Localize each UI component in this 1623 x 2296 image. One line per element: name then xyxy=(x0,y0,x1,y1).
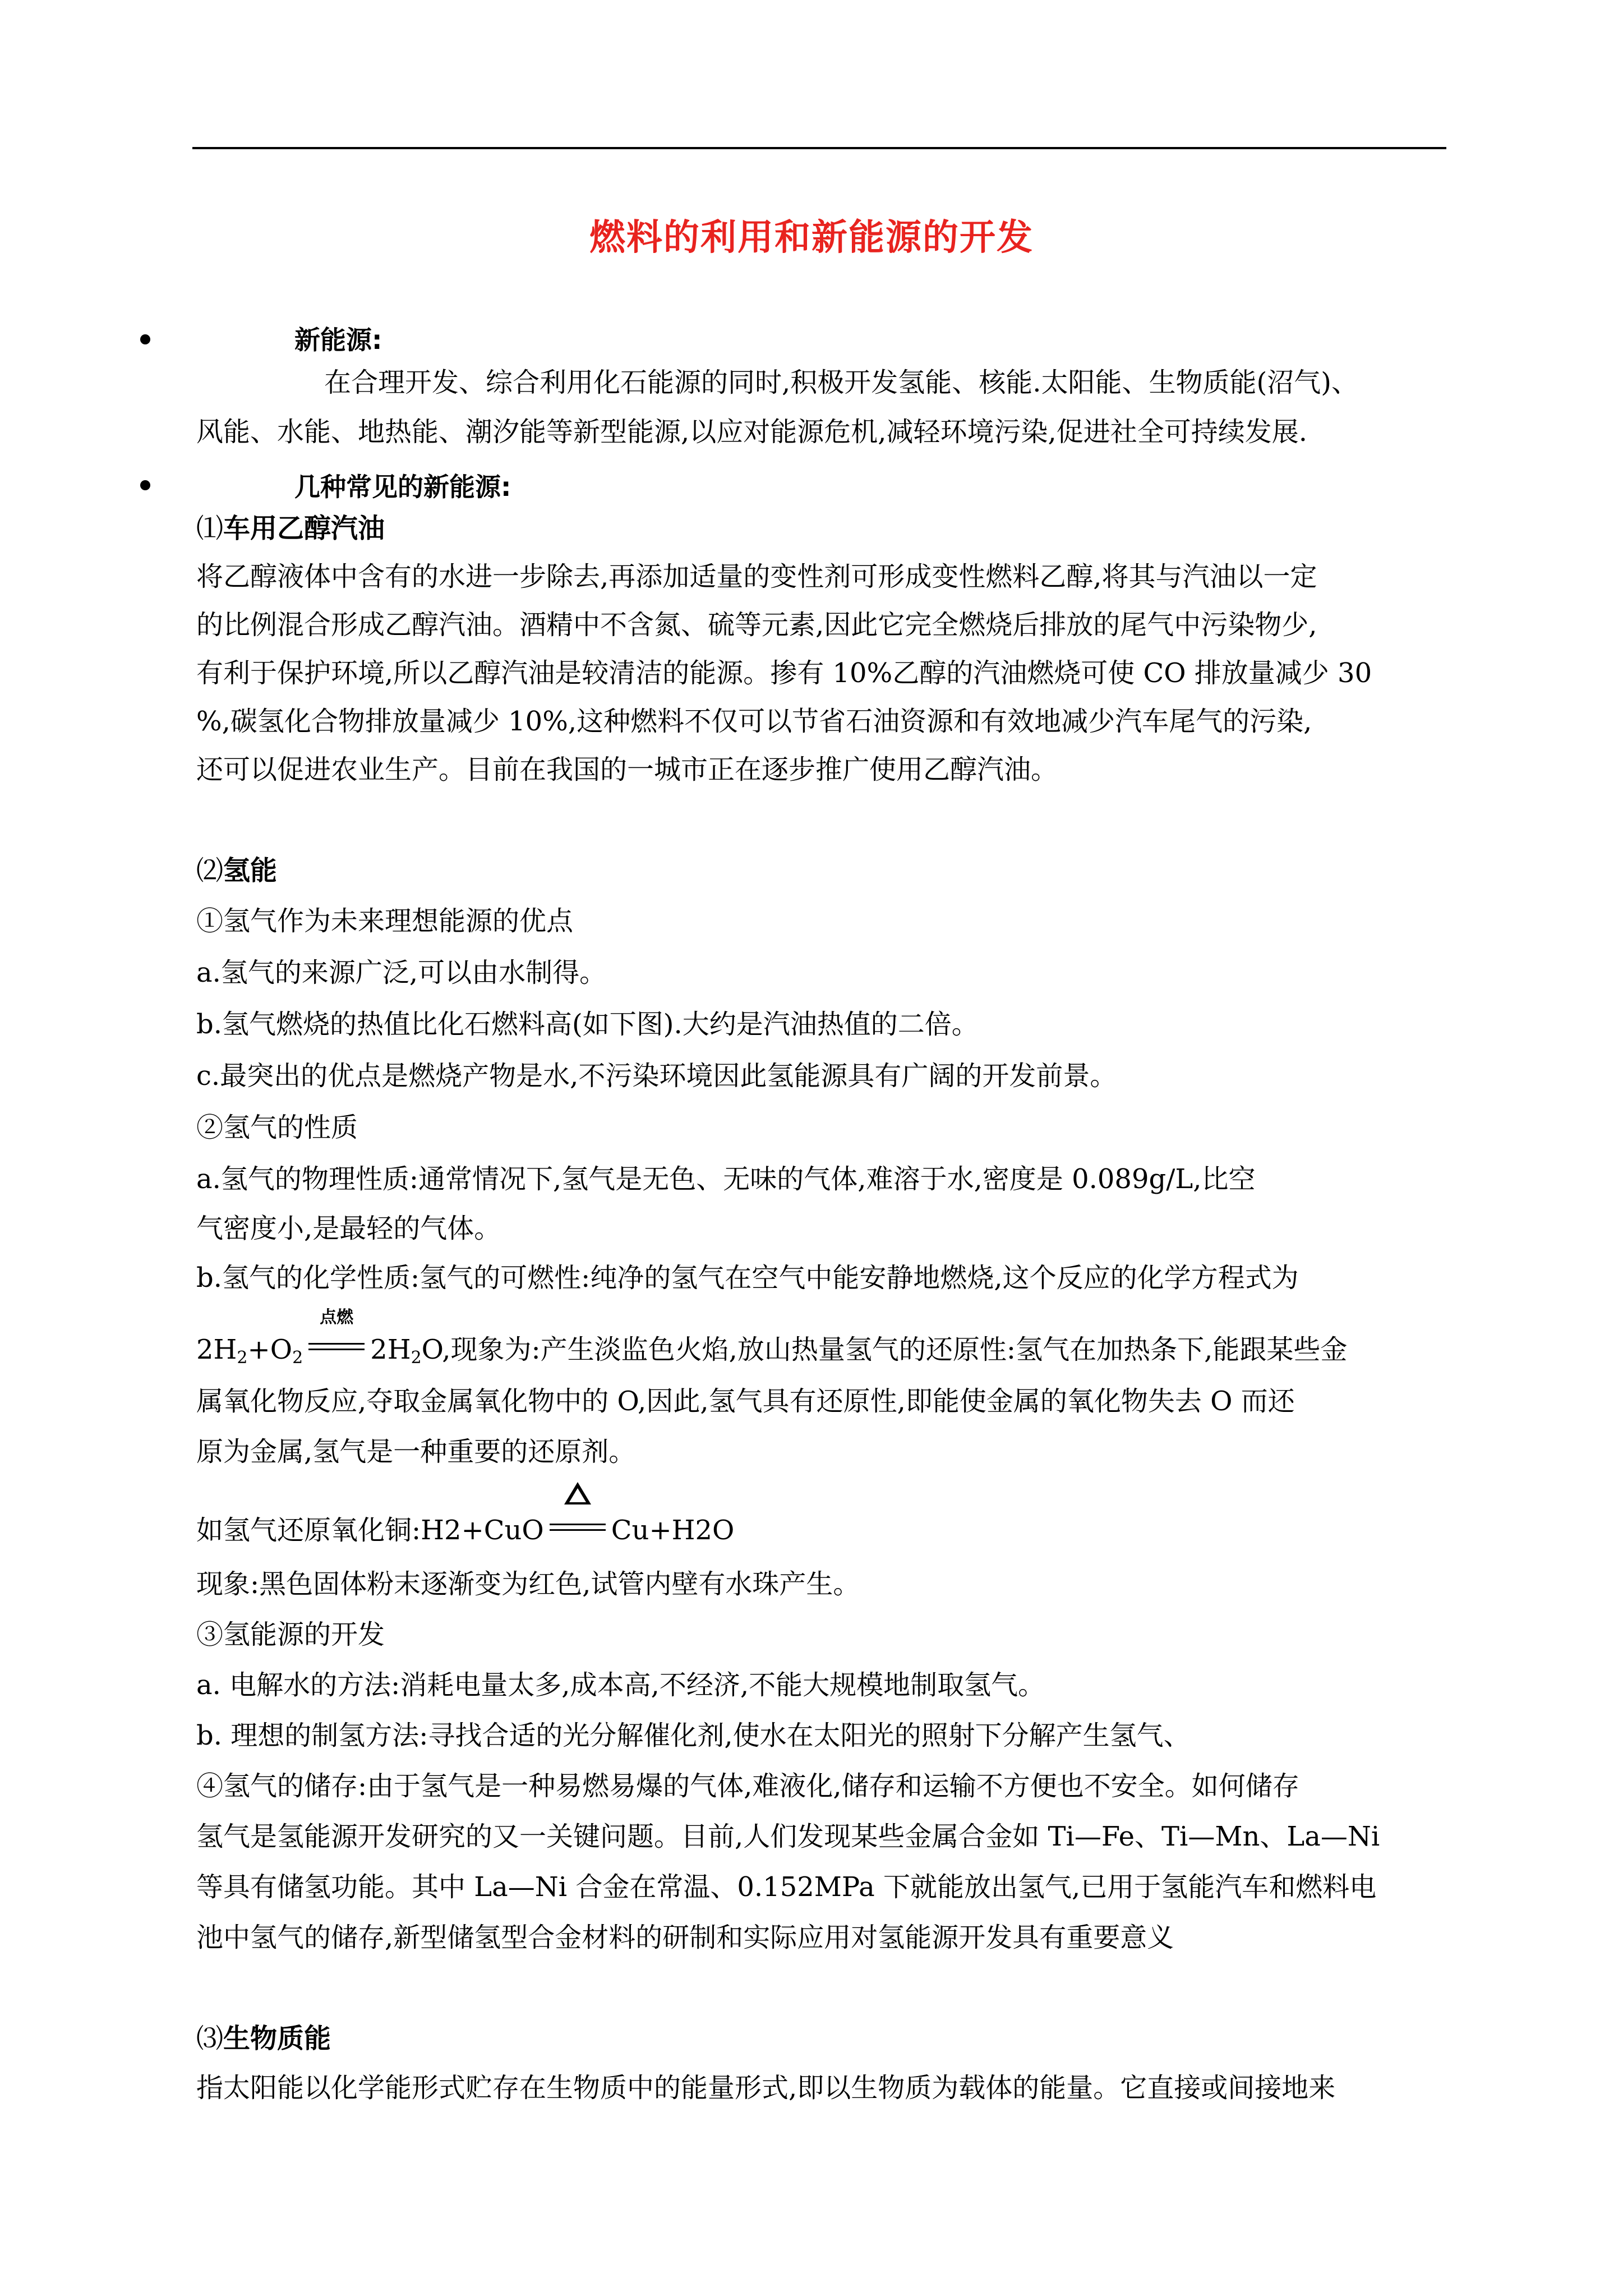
subsection-title-ethanol xyxy=(196,515,385,542)
eq-product-h2o: $2H_2O$ xyxy=(370,1334,442,1368)
bullet-icon xyxy=(140,334,150,344)
header-rule xyxy=(192,147,1446,149)
subsection-number: ⑵ xyxy=(196,855,224,886)
paragraph-line: ①氢气作为未来理想能源的优点 xyxy=(196,905,574,937)
paragraph-line: 原为金属,氢气是一种重要的还原剂。 xyxy=(196,1436,636,1467)
eq-description: ,现象为:产生淡监色火焰,放山热量氢气的还原性:氢气在加热条下,能跟某些金 xyxy=(442,1334,1348,1365)
reaction-condition-ignite xyxy=(308,1307,365,1365)
paragraph-line: b.氢气的化学性质:氢气的可燃性:纯净的氢气在空气中能安静地燃烧,这个反应的化学方程式为 xyxy=(196,1262,1299,1294)
subsection-label: 车用乙醇汽油 xyxy=(223,513,385,544)
paragraph-line: 氢气是氢能源开发研究的又一关键问题。目前,人们发现某些金属合金如 Ti—Fe、Ti—Mn、La—Ni xyxy=(196,1821,1380,1852)
paragraph-line: 等具有储氢功能。其中 La—Ni 合金在常温、0.152MPa 下就能放出氢气,已用于氢能汽车和燃料电 xyxy=(196,1871,1377,1903)
paragraph-line: 指太阳能以化学能形式贮存在生物质中的能量形式,即以生物质为载体的能量。它直接或间接地来 xyxy=(196,2072,1336,2104)
paragraph-line: ②氢气的性质 xyxy=(196,1112,358,1143)
section-heading-new-energy: 新能源: xyxy=(294,325,382,355)
subsection-number: ⑴ xyxy=(196,513,224,544)
paragraph-line: %,碳氢化合物排放量减少 10%,这种燃料不仅可以节省石油资源和有效地减少汽车尾气的污染, xyxy=(196,706,1312,737)
paragraph-line: 池中氢气的储存,新型储氢型合金材料的研制和实际应用对氢能源开发具有重要意义 xyxy=(196,1922,1174,1953)
paragraph-line: ③氢能源的开发 xyxy=(196,1619,385,1650)
eq2-rhs: Cu+H2O xyxy=(611,1515,735,1546)
paragraph-line: a. 电解水的方法:消耗电量太多,成本高,不经济,不能大规模地制取氢气。 xyxy=(196,1669,1045,1701)
paragraph-line: a.氢气的物理性质:通常情况下,氢气是无色、无味的气体,难溶于水,密度是 0.089g/L,比空 xyxy=(196,1163,1256,1195)
paragraph-line: b.氢气燃烧的热值比化石燃料高(如下图).大约是汽油热值的二倍。 xyxy=(196,1009,979,1040)
paragraph-line: 风能、水能、地热能、潮汐能等新型能源,以应对能源危机,减轻环境污染,促进社全可持续发展. xyxy=(196,416,1308,448)
section-heading-common-energy: 几种常见的新能源: xyxy=(294,472,511,502)
subsection-number: ⑶ xyxy=(196,2023,224,2054)
paragraph-line: 将乙醇液体中含有的水进一步除去,再添加适量的变性剂可形成变性燃料乙醇,将其与汽油以一定 xyxy=(196,561,1317,592)
subsection-label: 氢能 xyxy=(223,855,278,886)
paragraph-line: 气密度小,是最轻的气体。 xyxy=(196,1213,501,1244)
equals-bar-icon xyxy=(308,1349,365,1350)
reaction-condition-heat xyxy=(550,1519,606,1546)
subsection-title-biomass xyxy=(196,2025,331,2052)
equation-combustion xyxy=(196,1307,1348,1368)
condition-label: 点燃 xyxy=(320,1307,354,1327)
paragraph-line: ④氢气的储存:由于氢气是一种易燃易爆的气体,难液化,储存和运输不方便也不安全。如何储存 xyxy=(196,1770,1299,1802)
equals-bar-icon xyxy=(550,1529,606,1531)
eq2-lhs: 如氢气还原氧化铜:H2+CuO xyxy=(196,1515,544,1546)
bullet-icon xyxy=(140,480,150,490)
paragraph-line: 的比例混合形成乙醇汽油。酒精中不含氮、硫等元素,因此它完全燃烧后排放的尾气中污染物少, xyxy=(196,609,1317,641)
paragraph-line: 还可以促进农业生产。目前在我国的一城市正在逐步推广使用乙醇汽油。 xyxy=(196,754,1058,785)
delta-heat-icon xyxy=(564,1482,591,1504)
equation-reduction xyxy=(196,1517,734,1546)
paragraph-line: 在合理开发、综合利用化石能源的同时,积极开发氢能、核能.太阳能、生物质能(沼气)、 xyxy=(324,367,1358,398)
paragraph-line: 现象:黑色固体粉末逐渐变为红色,试管内壁有水珠产生。 xyxy=(196,1568,860,1600)
paragraph-line: 有利于保护环境,所以乙醇汽油是较清洁的能源。掺有 10%乙醇的汽油燃烧可使 CO 排放量减少 30 xyxy=(196,657,1372,689)
paragraph-line: b. 理想的制氢方法:寻找合适的光分解催化剂,使水在太阳光的照射下分解产生氢气、 xyxy=(196,1720,1191,1751)
paragraph-line: c.最突出的优点是燃烧产物是水,不污染环境因此氢能源具有广阔的开发前景。 xyxy=(196,1060,1117,1092)
page-title: 燃料的利用和新能源的开发 xyxy=(589,217,1034,259)
eq-reactant-h2: $2H_2$ xyxy=(196,1334,248,1368)
equals-bar-icon xyxy=(550,1524,606,1525)
equals-bar-icon xyxy=(308,1343,365,1345)
subsection-label: 生物质能 xyxy=(223,2023,331,2054)
paragraph-line: a.氢气的来源广泛,可以由水制得。 xyxy=(196,957,607,988)
subsection-title-hydrogen xyxy=(196,857,277,884)
paragraph-line: 属氧化物反应,夺取金属氧化物中的 O,因此,氢气具有还原性,即能使金属的氧化物失去 O 而还 xyxy=(196,1386,1295,1417)
eq-reactant-o2: $+O_2$ xyxy=(247,1334,303,1368)
